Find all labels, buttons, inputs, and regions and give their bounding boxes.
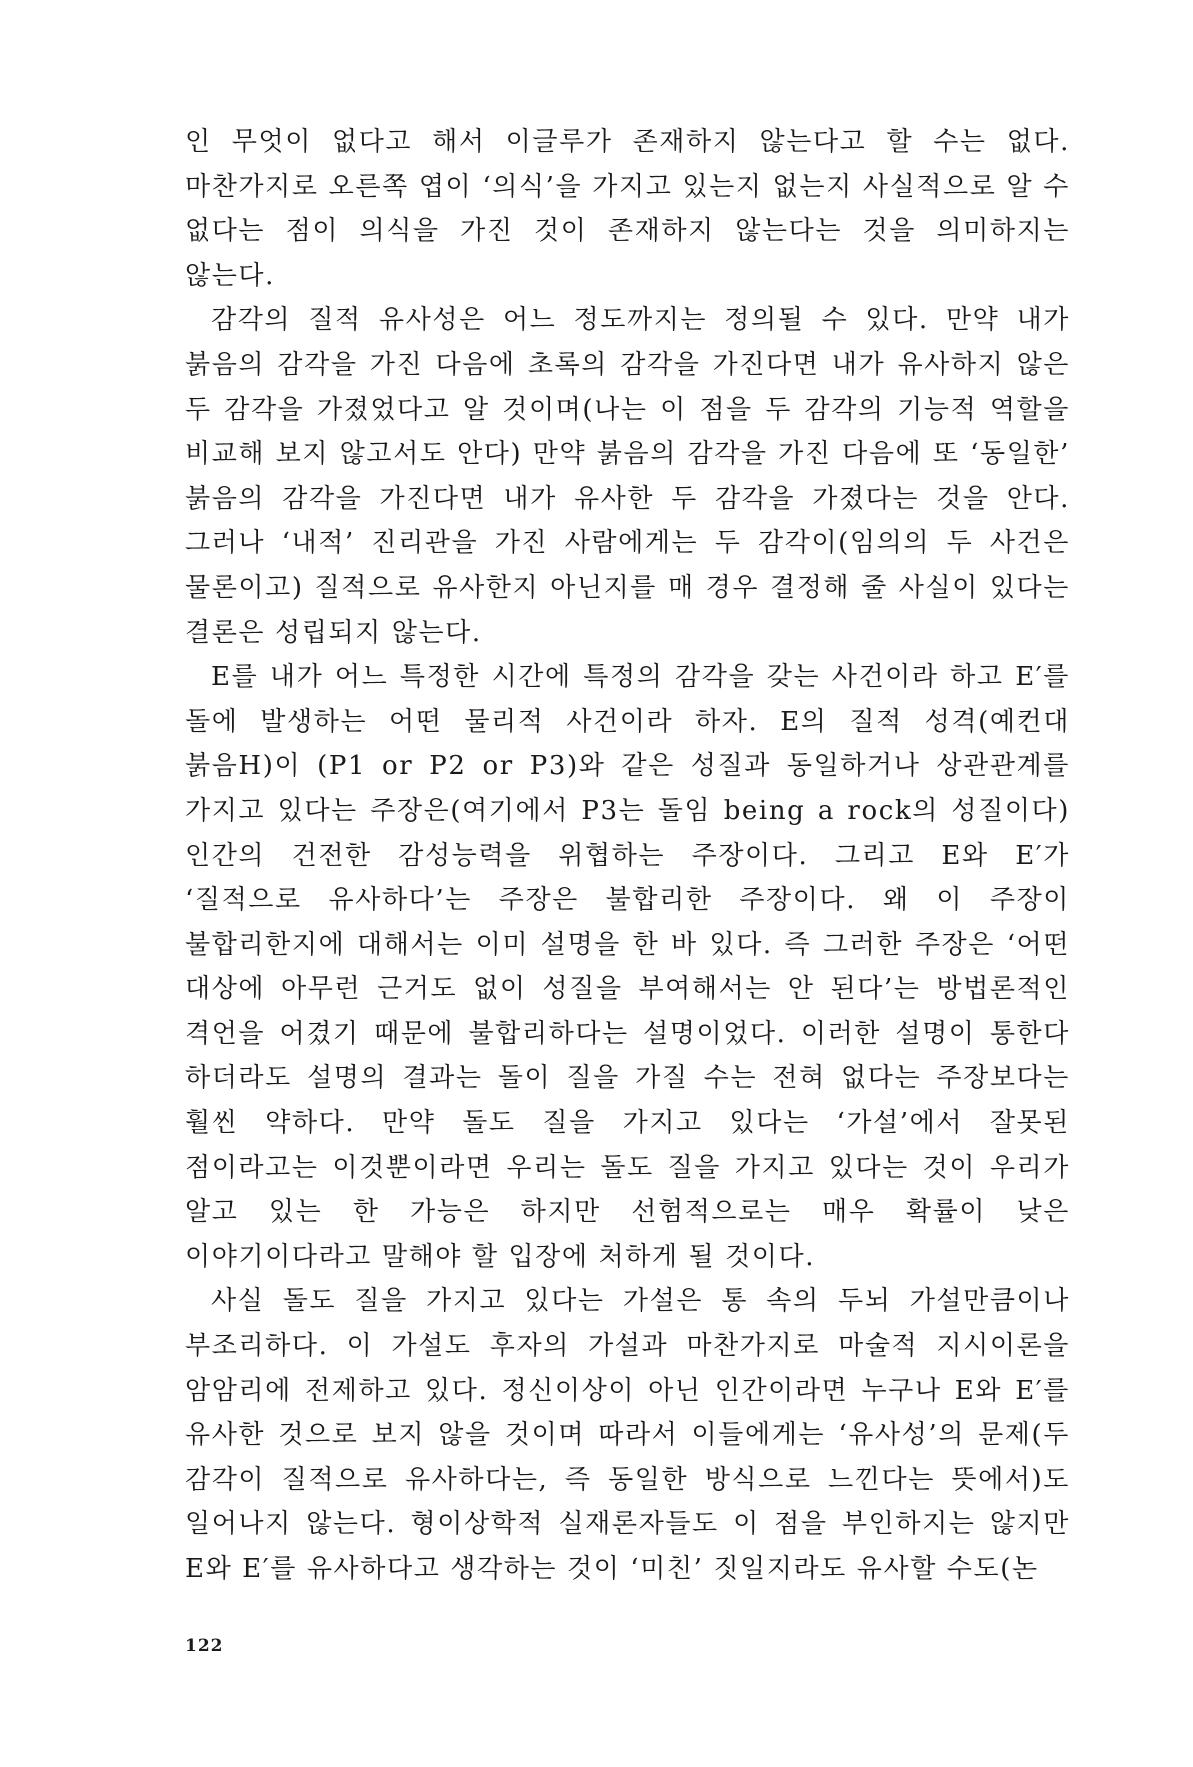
paragraph-3: E를 내가 어느 특정한 시간에 특정의 감각을 갖는 사건이라 하고 E′를 돌에 발생하는 어떤 물리적 사건이라 하자. E의 질적 성격(예컨대 붉음H)이 (P1 or P2 or P3)와 같은 성질과 동일하거나 상관관계를 가지고 있다는 주장은(여기에서 P3는 돌임 being a rock의 성질이다) 인간의 건전한 감성능력을 위협하는 주장이다. 그리고 E와 E′가 ‘질적으로 유사하다’는 주장은 불합리한 주장이다. 왜 이 주장이 불합리한지에 대해서는 이미 설명을 한 바 있다. 즉 그러한 주장은 ‘어떤 대상에 아무런 근거도 없이 성질을 부여해서는 안 된다’는 방법론적인 격언을 어겼기 때문에 불합리하다는 설명이었다. 이러한 설명이 통한다 하더라도 설명의 결과는 돌이 질을 가질 수는 전혀 없다는 주장보다는 훨씬 약하다. 만약 돌도 질을 가지고 있다는 ‘가설’에서 잘못된 점이라고는 이것뿐이라면 우리는 돌도 질을 가지고 있다는 것이 우리가 알고 있는 한 가능은 하지만 선험적으로는 매우 확률이 낮은 이야기이다라고 말해야 할 입장에 처하게 될 것이다.	[185, 662, 1070, 1272]
paragraph-1: 인 무엇이 없다고 해서 이글루가 존재하지 않는다고 할 수는 없다. 마찬가지로 오른쪽 엽이 ‘의식’을 가지고 있는지 없는지 사실적으로 알 수 없다는 점이 의식을 가진 것이 존재하지 않는다는 것을 의미하지는 않는다.	[185, 127, 1070, 291]
page-number: 122	[185, 1636, 224, 1656]
paragraph-4: 사실 돌도 질을 가지고 있다는 가설은 통 속의 두뇌 가설만큼이나 부조리하다. 이 가설도 후자의 가설과 마찬가지로 마술적 지시이론을 암암리에 전제하고 있다. 정신이상이 아닌 인간이라면 누구나 E와 E′를 유사한 것으로 보지 않을 것이며 따라서 이들에게는 ‘유사성’의 문제(두 감각이 질적으로 유사하다는, 즉 동일한 방식으로 느낀다는 뜻에서)도 일어나지 않는다. 형이상학적 실재론자들도 이 점을 부인하지는 않지만 E와 E′를 유사하다고 생각하는 것이 ‘미친’ 짓일지라도 유사할 수도(논	[185, 1286, 1070, 1584]
paragraph-2: 감각의 질적 유사성은 어느 정도까지는 정의될 수 있다. 만약 내가 붉음의 감각을 가진 다음에 초록의 감각을 가진다면 내가 유사하지 않은 두 감각을 가졌었다고 알 것이며(나는 이 점을 두 감각의 기능적 역할을 비교해 보지 않고서도 안다) 만약 붉음의 감각을 가진 다음에 또 ‘동일한’ 붉음의 감각을 가진다면 내가 유사한 두 감각을 가졌다는 것을 안다. 그러나 ‘내적’ 진리관을 가진 사람에게는 두 감각이(임의의 두 사건은 물론이고) 질적으로 유사한지 아닌지를 매 경우 결정해 줄 사실이 있다는 결론은 성립되지 않는다.	[185, 305, 1070, 648]
page-body	[185, 120, 1070, 1640]
